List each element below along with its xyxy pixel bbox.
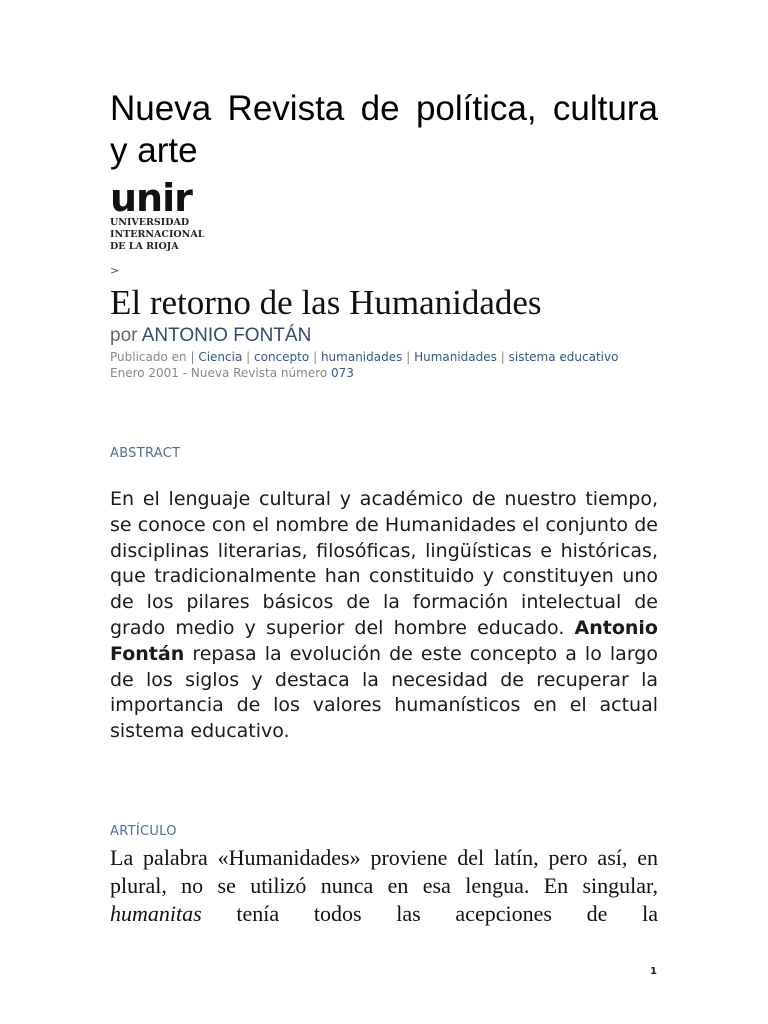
author-link[interactable]: ANTONIO FONTÁN: [141, 325, 312, 346]
article-text: [110, 844, 658, 928]
tag-link[interactable]: Ciencia: [198, 350, 243, 364]
date-text: Enero 2001 - Nueva Revista número: [110, 366, 328, 380]
page-number: 1: [650, 966, 657, 977]
article-text-after: tenía todos las acepciones de la: [236, 901, 658, 926]
article-meta: [110, 349, 670, 381]
article-label: ARTÍCULO: [110, 824, 177, 839]
unir-logo[interactable]: [110, 176, 240, 252]
tag-separator: |: [246, 350, 251, 364]
byline-prefix: por: [110, 325, 138, 346]
tag-separator: |: [406, 350, 411, 364]
byline: [110, 324, 311, 348]
article-text-before: La palabra «Humanidades» proviene del latín, pero así, en plural, no se utilizó nunca en esa lengua. En singular,: [110, 845, 658, 898]
logo-line-1: UNIVERSIDAD: [110, 217, 190, 228]
logo-wordmark: unir: [110, 176, 192, 220]
tag-link[interactable]: Humanidades: [414, 350, 497, 364]
tag-link[interactable]: concepto: [254, 350, 310, 364]
abstract-label: ABSTRACT: [110, 446, 181, 461]
abstract-text-after: repasa la evolución de este concepto a lo largo de los siglos y destaca la necesidad de recuperar la importancia de los valores humanísticos en el actual sistema educativo.: [110, 642, 658, 743]
magazine-title: Nueva Revista de política, cultura y arte: [110, 89, 658, 170]
date-line: [110, 365, 670, 381]
breadcrumb[interactable]: >: [110, 264, 120, 277]
article-italic-word: humanitas: [110, 901, 202, 926]
tag-link[interactable]: humanidades: [320, 350, 403, 364]
abstract-text-before: En el lenguaje cultural y académico de nuestro tiempo, se conoce con el nombre de Humanidades el conjunto de disciplinas literarias, filosóficas, lingüísticas e históricas, que tradicionalmente han constituido y constituyen uno de los pilares básicos de la formación intelectual de grado medio y superior del hombre educado.: [110, 488, 658, 639]
tags-line: [110, 349, 670, 365]
abstract-author-name: Antonio Fontán: [110, 616, 658, 665]
tag-link[interactable]: sistema educativo: [508, 350, 619, 364]
article-title: El retorno de las Humanidades: [110, 283, 542, 322]
issue-link[interactable]: 073: [331, 366, 354, 380]
abstract-text: [110, 487, 658, 745]
logo-line-2: INTERNACIONAL: [110, 229, 205, 240]
published-prefix: Publicado en |: [110, 350, 195, 364]
tag-separator: |: [500, 350, 505, 364]
logo-line-3: DE LA RIOJA: [110, 241, 179, 252]
tag-separator: |: [313, 350, 318, 364]
